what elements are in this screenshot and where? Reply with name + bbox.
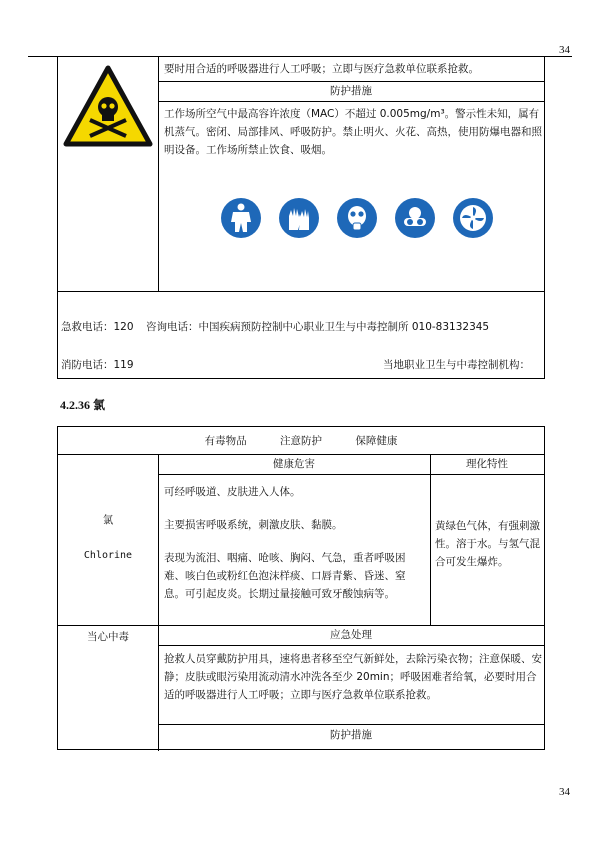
- slogan: 有毒物品 注意防护 保障健康: [204, 435, 398, 447]
- health-line-2: 主要损害呼吸系统，刺激皮肤、黏膜。: [164, 519, 343, 531]
- gloves-icon: [279, 198, 319, 238]
- health-header: 健康危害: [273, 458, 315, 470]
- upper-protection-text: 工作场所空气中最高容许浓度（MAC）不超过 0.005mg/m³。警示性未知，属有机蒸气。密闭、局部排风、呼吸防护。禁止明火、火花、高热，使用防爆电器和照明设备。工作场所禁止饮食、吸烟。: [164, 108, 542, 156]
- ppe-icons-row: [221, 198, 493, 238]
- section-title: 4.2.36 氯: [60, 398, 106, 412]
- page-number-top: 34: [559, 44, 570, 56]
- health-line-1: 可经呼吸道、皮肤进入人体。: [164, 486, 301, 498]
- local-org-label: 当地职业卫生与中毒控制机构：: [383, 359, 530, 371]
- emergency-header: 应急处理: [330, 629, 372, 641]
- protective-suit-icon: [221, 198, 261, 238]
- upper-protection-header: 防护措施: [330, 85, 372, 97]
- props-text: 黄绿色气体，有强刺激性。溶于水。与氢气混合可发生爆炸。: [435, 520, 540, 568]
- lower-protection-header: 防护措施: [330, 729, 372, 741]
- chemical-name-en: Chlorine: [83, 550, 133, 561]
- ventilation-fan-icon: [453, 198, 493, 238]
- chemical-name-cn: 氯: [102, 514, 114, 526]
- gas-mask-icon: [337, 198, 377, 238]
- health-line-3: 表现为流泪、咽痛、呛咳、胸闷、气急，重者呼吸困难、咳白色或粉红色泡沫样痰、口唇青紫、昏迷、窒息。可引起皮炎。长期过量接触可致牙酸蚀病等。: [164, 552, 406, 600]
- props-header: 理化特性: [466, 458, 508, 470]
- skull-hazard-icon: [60, 62, 156, 150]
- page-number-bottom: 34: [559, 786, 570, 798]
- consult-phone: 咨询电话：中国疾病预防控制中心职业卫生与中毒控制所 010-83132345: [146, 321, 490, 333]
- upper-first-text: 要时用合适的呼吸器进行人工呼吸；立即与医疗急救单位联系抢救。: [164, 63, 479, 75]
- goggles-icon: [395, 198, 435, 238]
- emergency-text: 抢救人员穿戴防护用具，速将患者移至空气新鲜处，去除污染衣物；注意保暖、安静；皮肤或眼污染用流动清水冲洗各至少 20min；呼吸困难者给氧，必要时用合适的呼吸器进行人工呼吸；立即与医疗急救单位联系抢救。: [164, 653, 542, 701]
- emergency-phone: 急救电话：120: [61, 321, 134, 333]
- warning-label: 当心中毒: [87, 631, 129, 643]
- lower-table: [57, 426, 545, 750]
- fire-phone: 消防电话：119: [61, 359, 134, 371]
